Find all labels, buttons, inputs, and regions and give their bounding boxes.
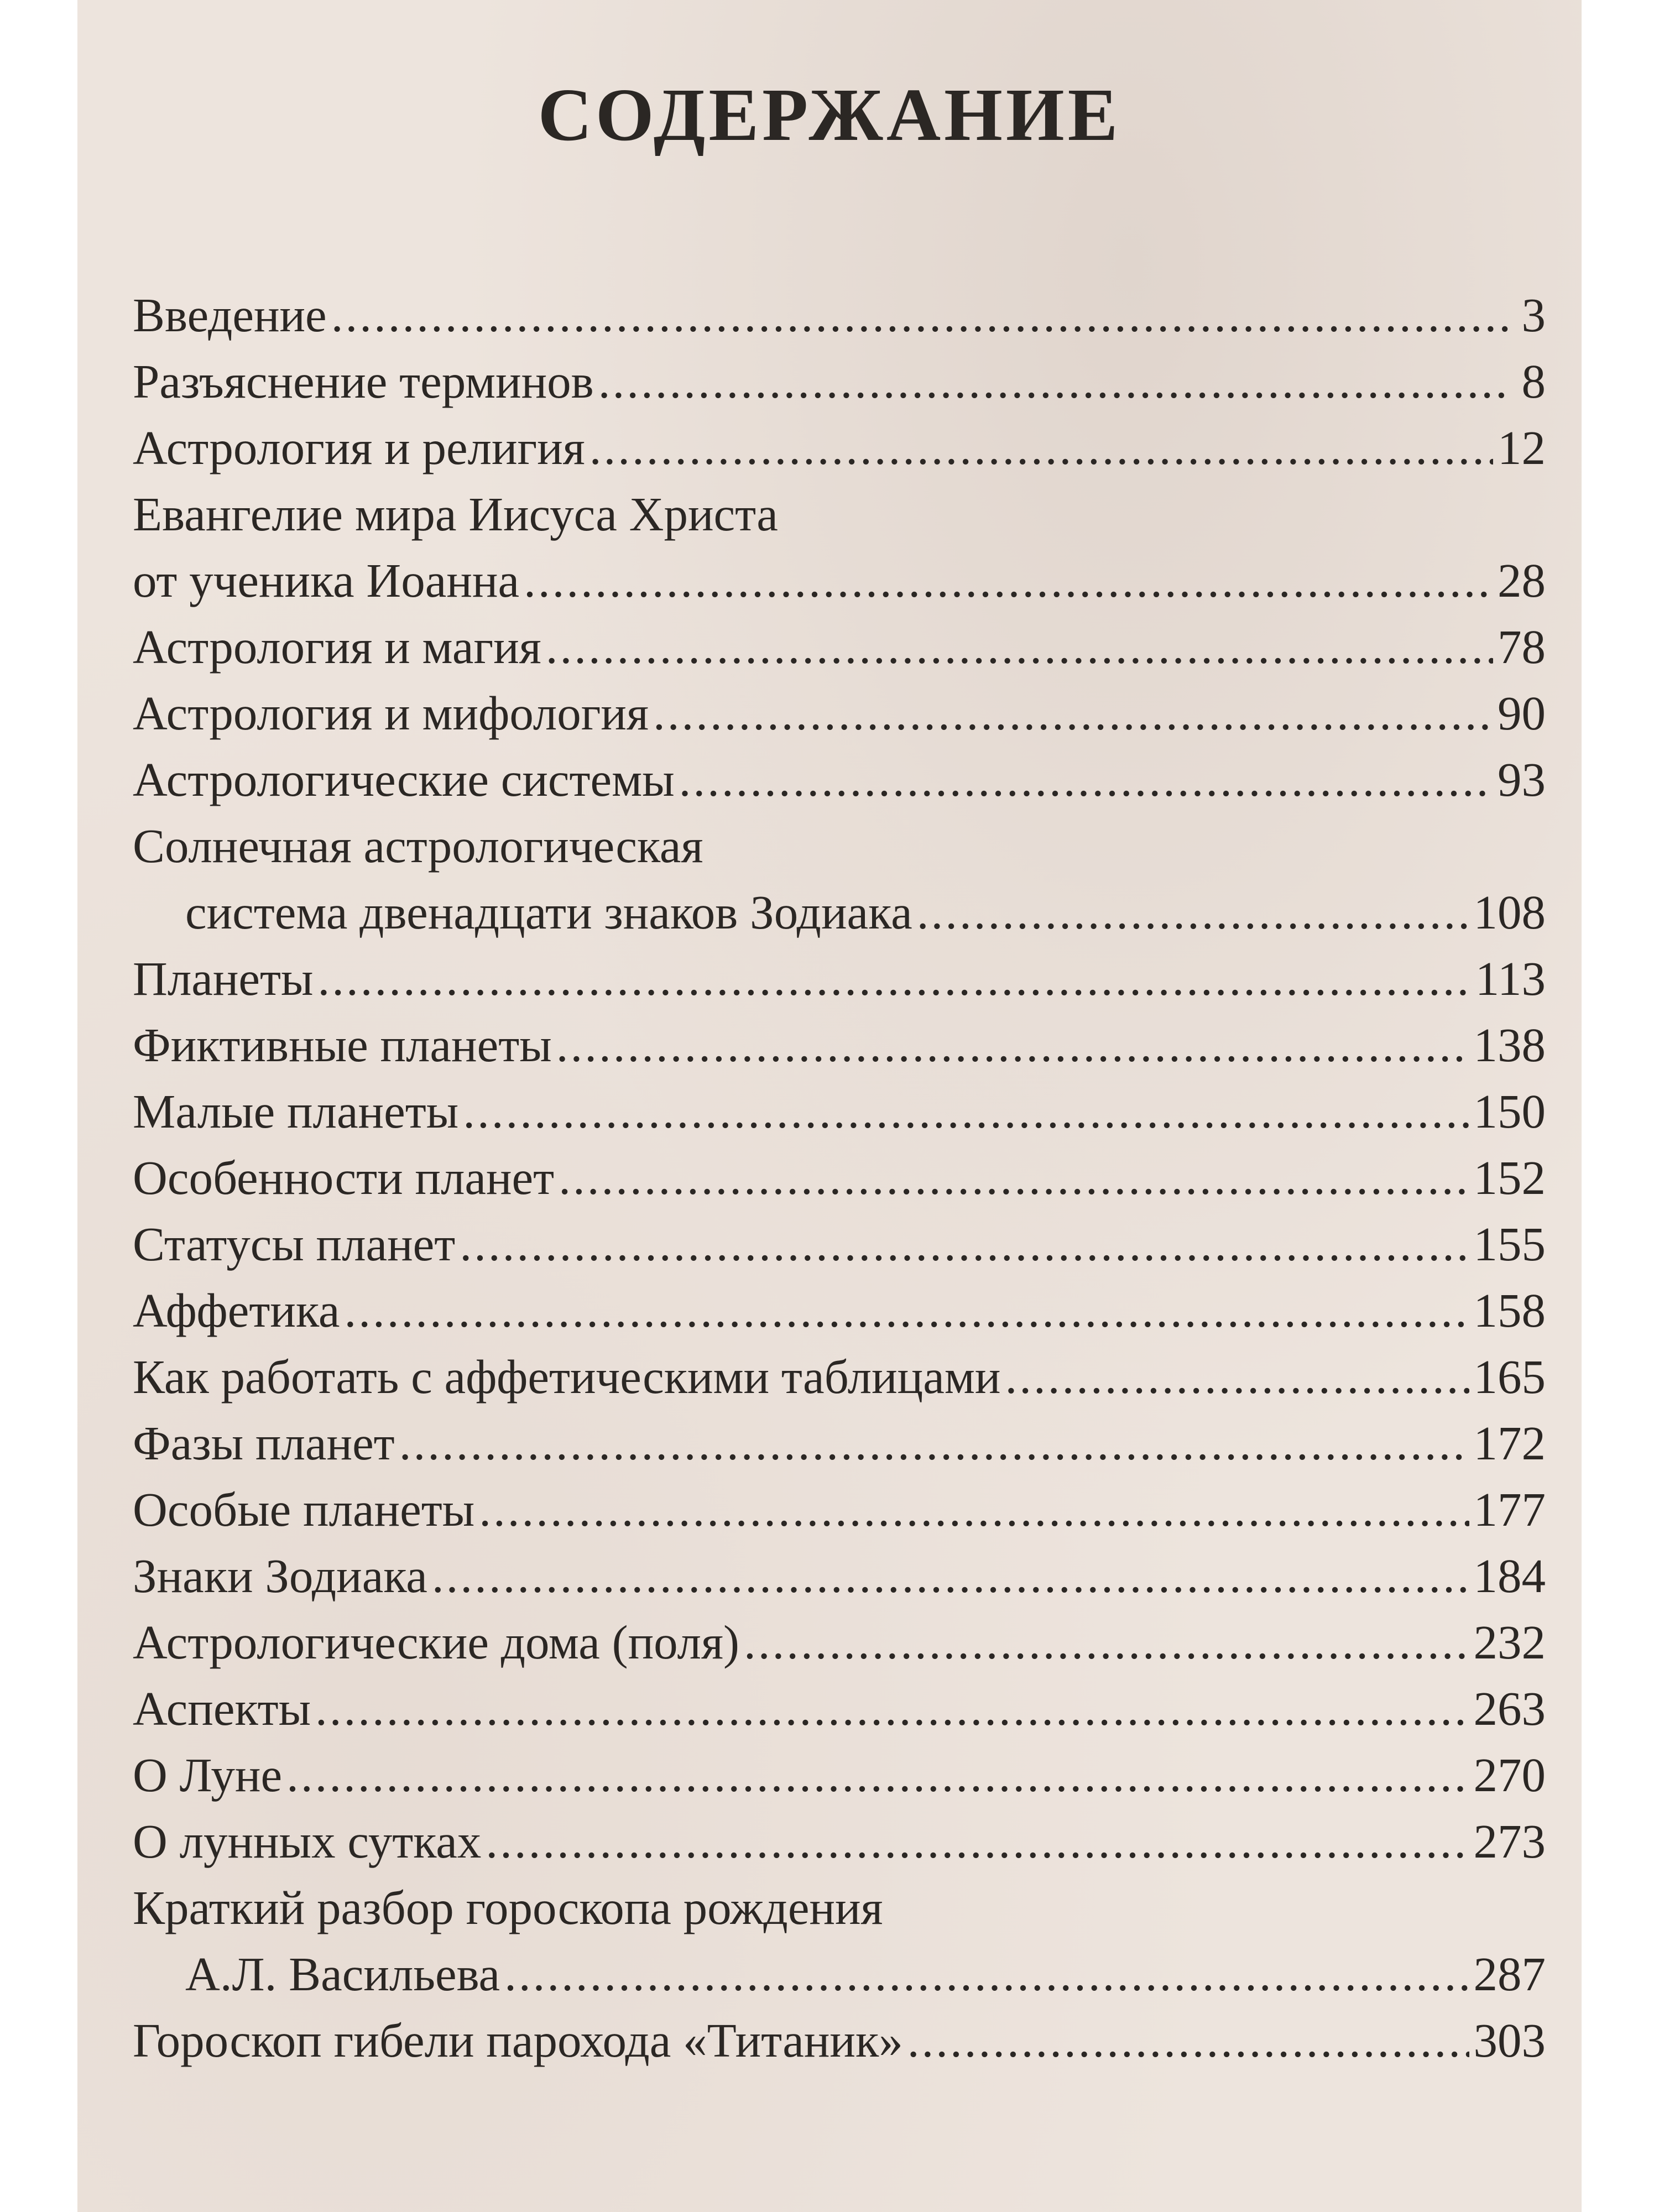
page-number: 165 [1473,1350,1546,1404]
page-number: 158 [1473,1284,1546,1337]
book-page [77,0,1582,2212]
entry-title: Фиктивные планеты [133,1018,552,1072]
dot-leader [556,1012,1469,1078]
page-number: 263 [1473,1682,1546,1735]
page-number: 150 [1473,1084,1546,1138]
toc-row [133,481,1546,547]
page-number: 8 [1521,354,1546,408]
page-number: 90 [1498,686,1546,740]
toc-row [133,1875,1546,1941]
toc-entry [133,1344,1546,1410]
toc-row [133,1941,1546,2007]
toc-row [133,1676,1546,1742]
toc-row [133,1145,1546,1211]
toc-row [133,879,1546,946]
toc-row [133,1808,1546,1875]
entry-title: О Луне [133,1748,283,1802]
dot-leader [524,547,1493,614]
dot-leader [598,348,1508,415]
page-number: 152 [1473,1151,1546,1204]
toc-row [133,1543,1546,1609]
page-number: 28 [1498,554,1546,607]
toc-row [133,1410,1546,1477]
toc-row [133,282,1546,348]
entry-title: Фазы планет [133,1416,395,1470]
dot-leader [318,946,1471,1012]
toc-row [133,614,1546,680]
dot-leader [1005,1344,1469,1410]
entry-title-line1: Евангелие мира Иисуса Христа [133,487,778,541]
toc-row [133,2007,1546,2074]
toc-entry [133,747,1546,813]
page-number: 177 [1473,1483,1546,1536]
page-number: 78 [1498,620,1546,674]
toc-entry [133,680,1546,747]
toc-row [133,1609,1546,1676]
toc-row [133,415,1546,481]
toc-entry [133,1742,1546,1808]
dot-leader [331,282,1508,348]
page-number: 232 [1473,1615,1546,1669]
entry-title: Аспекты [133,1682,311,1735]
entry-title-line1: Солнечная астрологическая [133,819,703,873]
toc-row [133,1277,1546,1344]
toc-entry [133,1676,1546,1742]
entry-title: Статусы планет [133,1217,456,1271]
table-of-contents [133,282,1546,2074]
dot-leader [345,1277,1469,1344]
entry-title: Астрология и религия [133,421,585,474]
toc-row [133,1211,1546,1277]
toc-entry [133,1277,1546,1344]
entry-title: Знаки Зодиака [133,1549,427,1603]
page-title: СОДЕРЖАНИЕ [538,74,1121,156]
dot-leader [907,2007,1469,2074]
entry-title: Малые планеты [133,1084,459,1138]
dot-leader [315,1676,1469,1742]
page-number: 113 [1475,952,1546,1005]
toc-entry [133,1211,1546,1277]
dot-leader [460,1211,1469,1277]
dot-leader [559,1145,1469,1211]
dot-leader [744,1609,1469,1676]
toc-entry [133,2007,1546,2074]
entry-title: Астрологические дома (поля) [133,1615,739,1669]
page-number: 287 [1473,1947,1546,2001]
dot-leader [286,1742,1469,1808]
toc-entry [133,348,1546,415]
entry-title: Особенности планет [133,1151,555,1204]
entry-title-line1: Краткий разбор гороскопа рождения [133,1881,883,1934]
dot-leader [463,1078,1469,1145]
entry-title: Гороскоп гибели парохода «Титаник» [133,2013,903,2067]
page-number: 155 [1473,1217,1546,1271]
toc-row [133,813,1546,879]
toc-entry [133,415,1546,481]
page-number: 273 [1473,1814,1546,1868]
toc-row [133,1012,1546,1078]
toc-entry [133,1808,1546,1875]
toc-row [133,680,1546,747]
toc-entry [133,1477,1546,1543]
page-number: 184 [1473,1549,1546,1603]
entry-title: Планеты [133,952,314,1005]
dot-leader [653,680,1493,747]
dot-leader [589,415,1493,481]
toc-entry [133,1609,1546,1676]
entry-title: Аффетика [133,1284,340,1337]
page-number: 303 [1473,2013,1546,2067]
toc-entry [133,1012,1546,1078]
dot-leader [504,1941,1469,2007]
dot-leader [546,614,1493,680]
entry-title: от ученика Иоанна [133,554,520,607]
toc-row [133,1078,1546,1145]
dot-leader [917,879,1469,946]
toc-row [133,547,1546,614]
entry-title: А.Л. Васильева [185,1947,500,2001]
dot-leader [479,1477,1469,1543]
dot-leader [486,1808,1469,1875]
page-number: 172 [1473,1416,1546,1470]
toc-entry [133,1145,1546,1211]
page-number: 108 [1473,885,1546,939]
toc-row [133,946,1546,1012]
toc-entry [133,1875,1546,2007]
entry-title: система двенадцати знаков Зодиака [185,885,912,939]
page-number: 3 [1521,288,1546,342]
toc-row [133,348,1546,415]
toc-row [133,1742,1546,1808]
toc-entry [133,946,1546,1012]
page-number: 93 [1498,753,1546,806]
page-number: 12 [1498,421,1546,474]
toc-entry [133,1543,1546,1609]
toc-entry [133,614,1546,680]
entry-title: Введение [133,288,327,342]
dot-leader [432,1543,1469,1609]
dot-leader [399,1410,1469,1477]
toc-entry [133,813,1546,946]
entry-title: Разъяснение терминов [133,354,594,408]
toc-row [133,747,1546,813]
entry-title: Астрология и мифология [133,686,649,740]
dot-leader [679,747,1493,813]
toc-entry [133,1410,1546,1477]
entry-title: Астрологические системы [133,753,675,806]
toc-entry [133,481,1546,614]
entry-title: Особые планеты [133,1483,475,1536]
page-number: 138 [1473,1018,1546,1072]
toc-entry [133,282,1546,348]
toc-row [133,1477,1546,1543]
entry-title: Астрология и магия [133,620,541,674]
toc-entry [133,1078,1546,1145]
page-number: 270 [1473,1748,1546,1802]
entry-title: Как работать с аффетическими таблицами [133,1350,1001,1404]
toc-row [133,1344,1546,1410]
entry-title: О лунных сутках [133,1814,482,1868]
